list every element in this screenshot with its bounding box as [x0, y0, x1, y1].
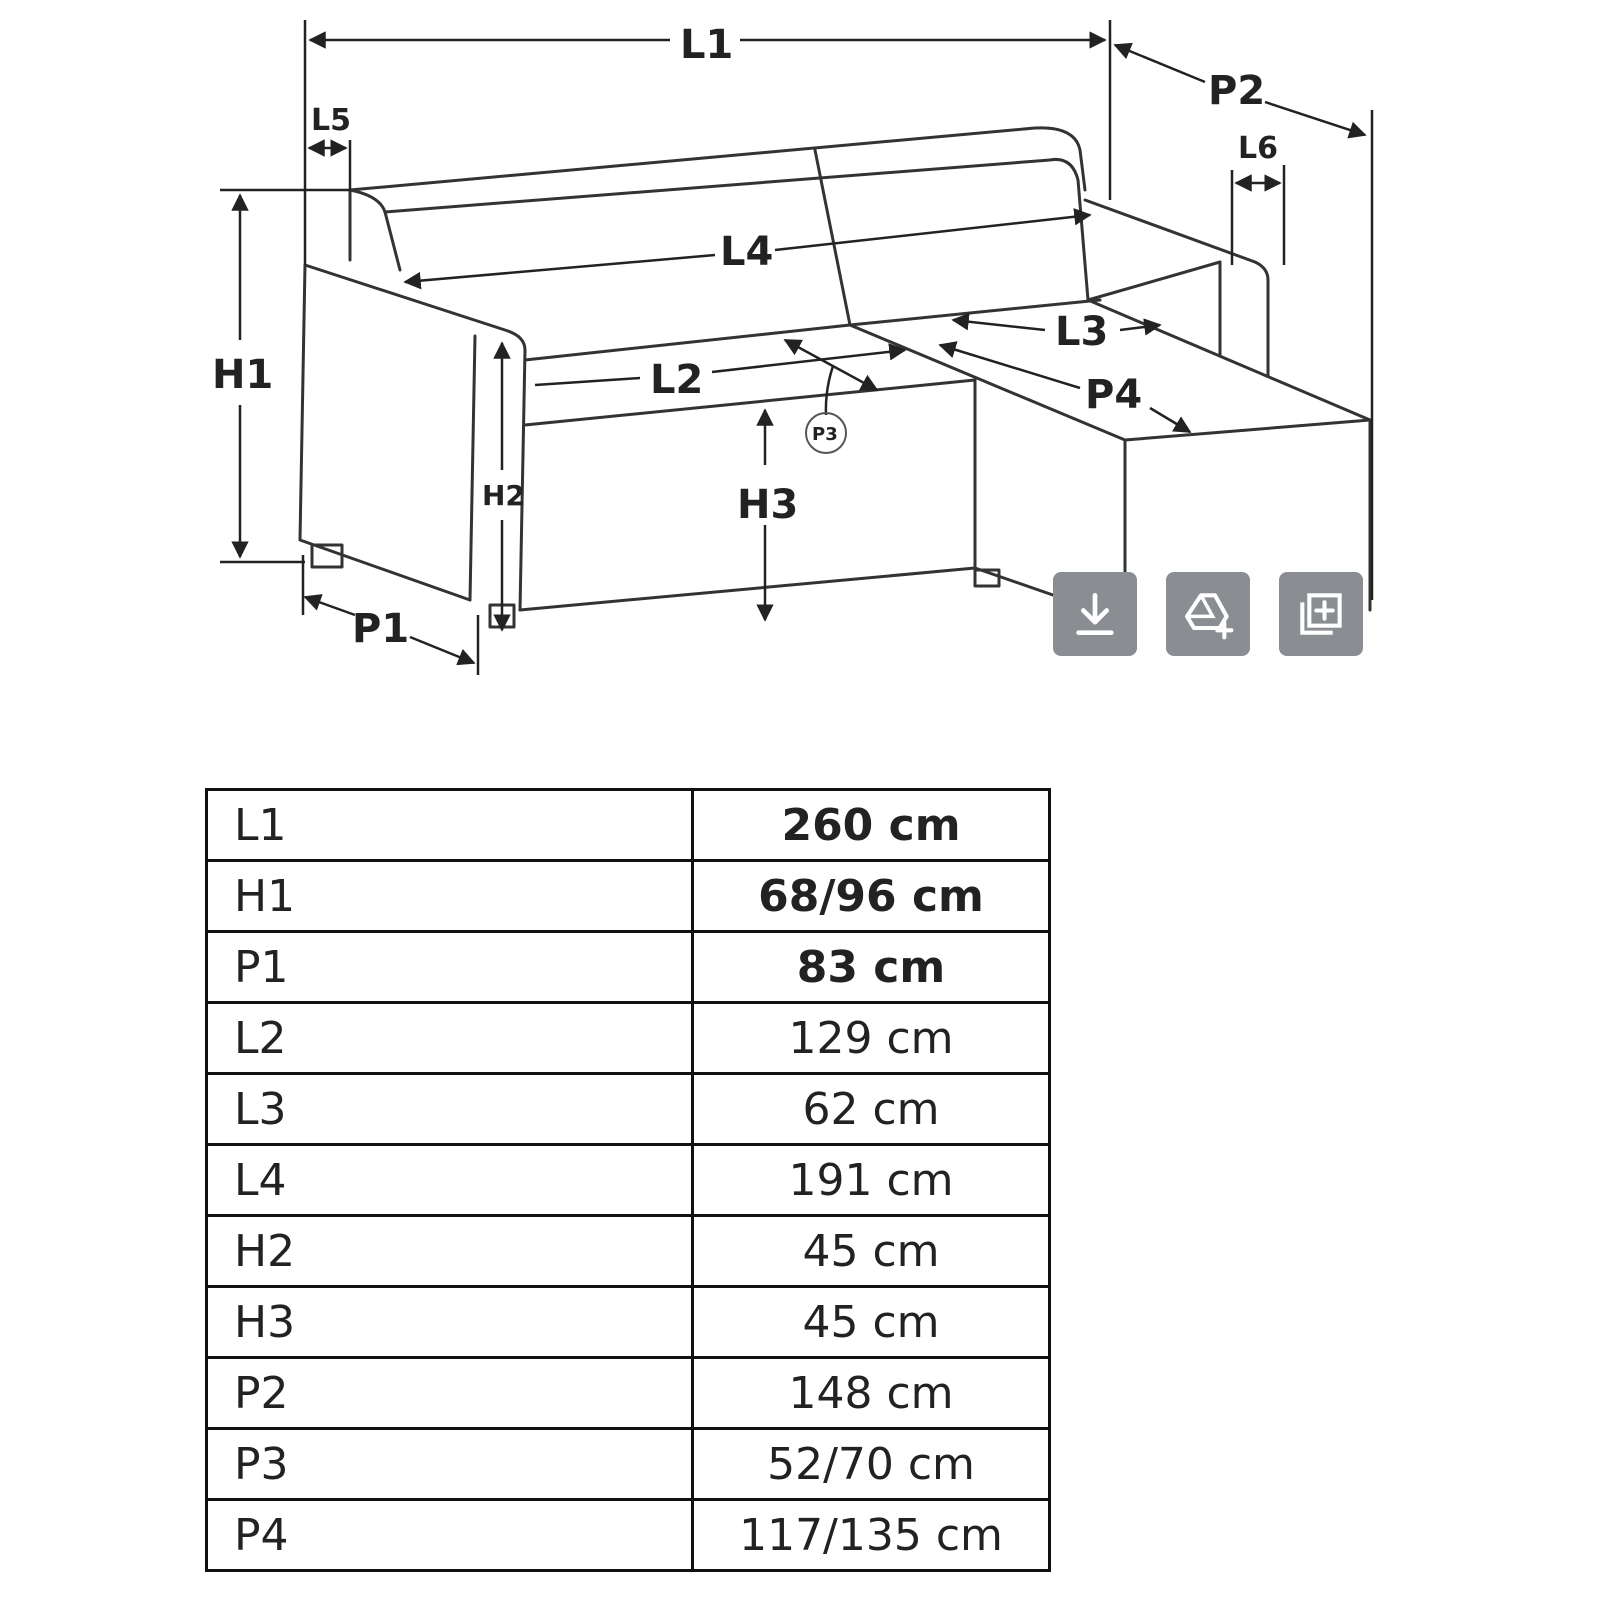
dimension-value: 45 cm: [693, 1216, 1050, 1287]
dimension-value: 68/96 cm: [693, 861, 1050, 932]
label-L1: L1: [680, 22, 734, 68]
label-P1: P1: [352, 606, 410, 652]
label-P4: P4: [1085, 372, 1143, 418]
add-to-collection-icon: [1293, 586, 1349, 642]
dimension-value: 45 cm: [693, 1287, 1050, 1358]
label-L5: L5: [311, 103, 351, 138]
label-L3: L3: [1055, 309, 1109, 355]
label-H1: H1: [212, 352, 274, 398]
dimension-key: H1: [207, 861, 693, 932]
dimension-value: 117/135 cm: [693, 1500, 1050, 1571]
dimension-value: 260 cm: [693, 790, 1050, 861]
label-P3: P3: [812, 424, 838, 445]
dimension-key: L4: [207, 1145, 693, 1216]
download-icon: [1067, 586, 1123, 642]
dimensions-table: [205, 788, 1051, 1572]
table-row: [207, 1145, 1050, 1216]
dimension-key: H3: [207, 1287, 693, 1358]
add-to-drive-icon: [1180, 586, 1236, 642]
label-H3: H3: [737, 482, 799, 528]
dimension-key: P1: [207, 932, 693, 1003]
dimension-key: L2: [207, 1003, 693, 1074]
table-row: [207, 790, 1050, 861]
dimension-value: 191 cm: [693, 1145, 1050, 1216]
dimension-key: L3: [207, 1074, 693, 1145]
label-H2: H2: [482, 479, 525, 512]
dimension-key: P2: [207, 1358, 693, 1429]
dimension-key: P4: [207, 1500, 693, 1571]
dimension-key: H2: [207, 1216, 693, 1287]
table-row: [207, 861, 1050, 932]
table-row: [207, 1287, 1050, 1358]
table-row: [207, 1429, 1050, 1500]
dimension-value: 83 cm: [693, 932, 1050, 1003]
table-row: [207, 1358, 1050, 1429]
table-row: [207, 1216, 1050, 1287]
label-L4: L4: [720, 229, 774, 275]
table-row: [207, 1003, 1050, 1074]
dimension-key: P3: [207, 1429, 693, 1500]
dimension-value: 62 cm: [693, 1074, 1050, 1145]
sofa-outline: [300, 128, 1370, 627]
label-P2: P2: [1208, 68, 1266, 114]
add-to-collection-button[interactable]: [1279, 572, 1363, 656]
dimension-key: L1: [207, 790, 693, 861]
dimension-value: 52/70 cm: [693, 1429, 1050, 1500]
dimension-value: 129 cm: [693, 1003, 1050, 1074]
label-L2: L2: [650, 357, 704, 403]
table-row: [207, 932, 1050, 1003]
label-L6: L6: [1238, 131, 1278, 166]
table-row: [207, 1500, 1050, 1571]
download-button[interactable]: [1053, 572, 1137, 656]
add-to-drive-button[interactable]: [1166, 572, 1250, 656]
dimension-value: 148 cm: [693, 1358, 1050, 1429]
table-row: [207, 1074, 1050, 1145]
